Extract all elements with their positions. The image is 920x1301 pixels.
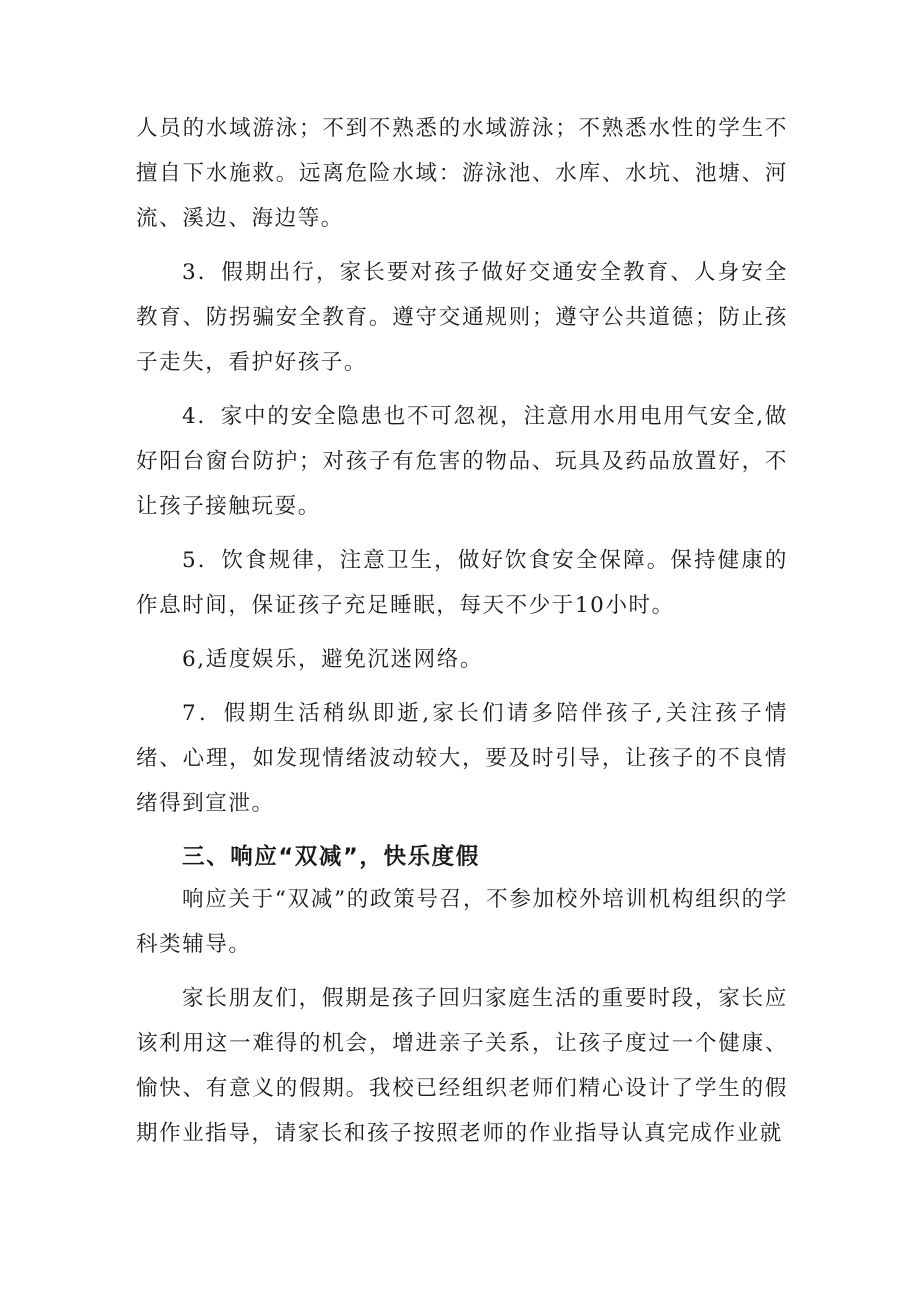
- paragraph-item-3-travel-safety: 3．假期出行，家长要对孩子做好交通安全教育、人身安全教育、防拐骗安全教育。遵守交通规则；遵守公共道德；防止孩子走失，看护好孩子。: [136, 260, 788, 375]
- paragraph-item-6-entertainment: 6,适度娱乐，避免沉迷网络。: [182, 647, 483, 672]
- document-body: [136, 106, 788, 1156]
- paragraph-water-safety-continued: 人员的水域游泳；不到不熟悉的水域游泳；不熟悉水性的学生不擅自下水施救。远离危险水域：游泳池、水库、水坑、池塘、河流、溪边、海边等。: [136, 116, 788, 231]
- paragraph-item-7-emotions: 7．假期生活稍纵即逝,家长们请多陪伴孩子,关注孩子情绪、心理，如发现情绪波动较大，要及时引导，让孩子的不良情绪得到宣泄。: [136, 701, 788, 816]
- paragraph-double-reduction-policy: 响应关于“双减”的政策号召，不参加校外培训机构组织的学科类辅导。: [136, 887, 788, 957]
- paragraph-item-4-home-safety: 4．家中的安全隐患也不可忽视，注意用水用电用气安全,做好阳台窗台防护；对孩子有危害的物品、玩具及药品放置好，不让孩子接触玩耍。: [136, 404, 788, 519]
- section-heading-double-reduction: 三、响应“双减”，快乐度假: [182, 844, 480, 870]
- paragraph-parents-message: 家长朋友们，假期是孩子回归家庭生活的重要时段，家长应该利用这一难得的机会，增进亲子关系，让孩子度过一个健康、愉快、有意义的假期。我校已经组织老师们精心设计了学生的假期作业指导，请家长和孩子按照老师的作业指导认真完成作业就: [136, 986, 788, 1146]
- paragraph-item-5-diet-sleep: 5．饮食规律，注意卫生，做好饮食安全保障。保持健康的作息时间，保证孩子充足睡眠，每天不少于10小时。: [136, 548, 788, 618]
